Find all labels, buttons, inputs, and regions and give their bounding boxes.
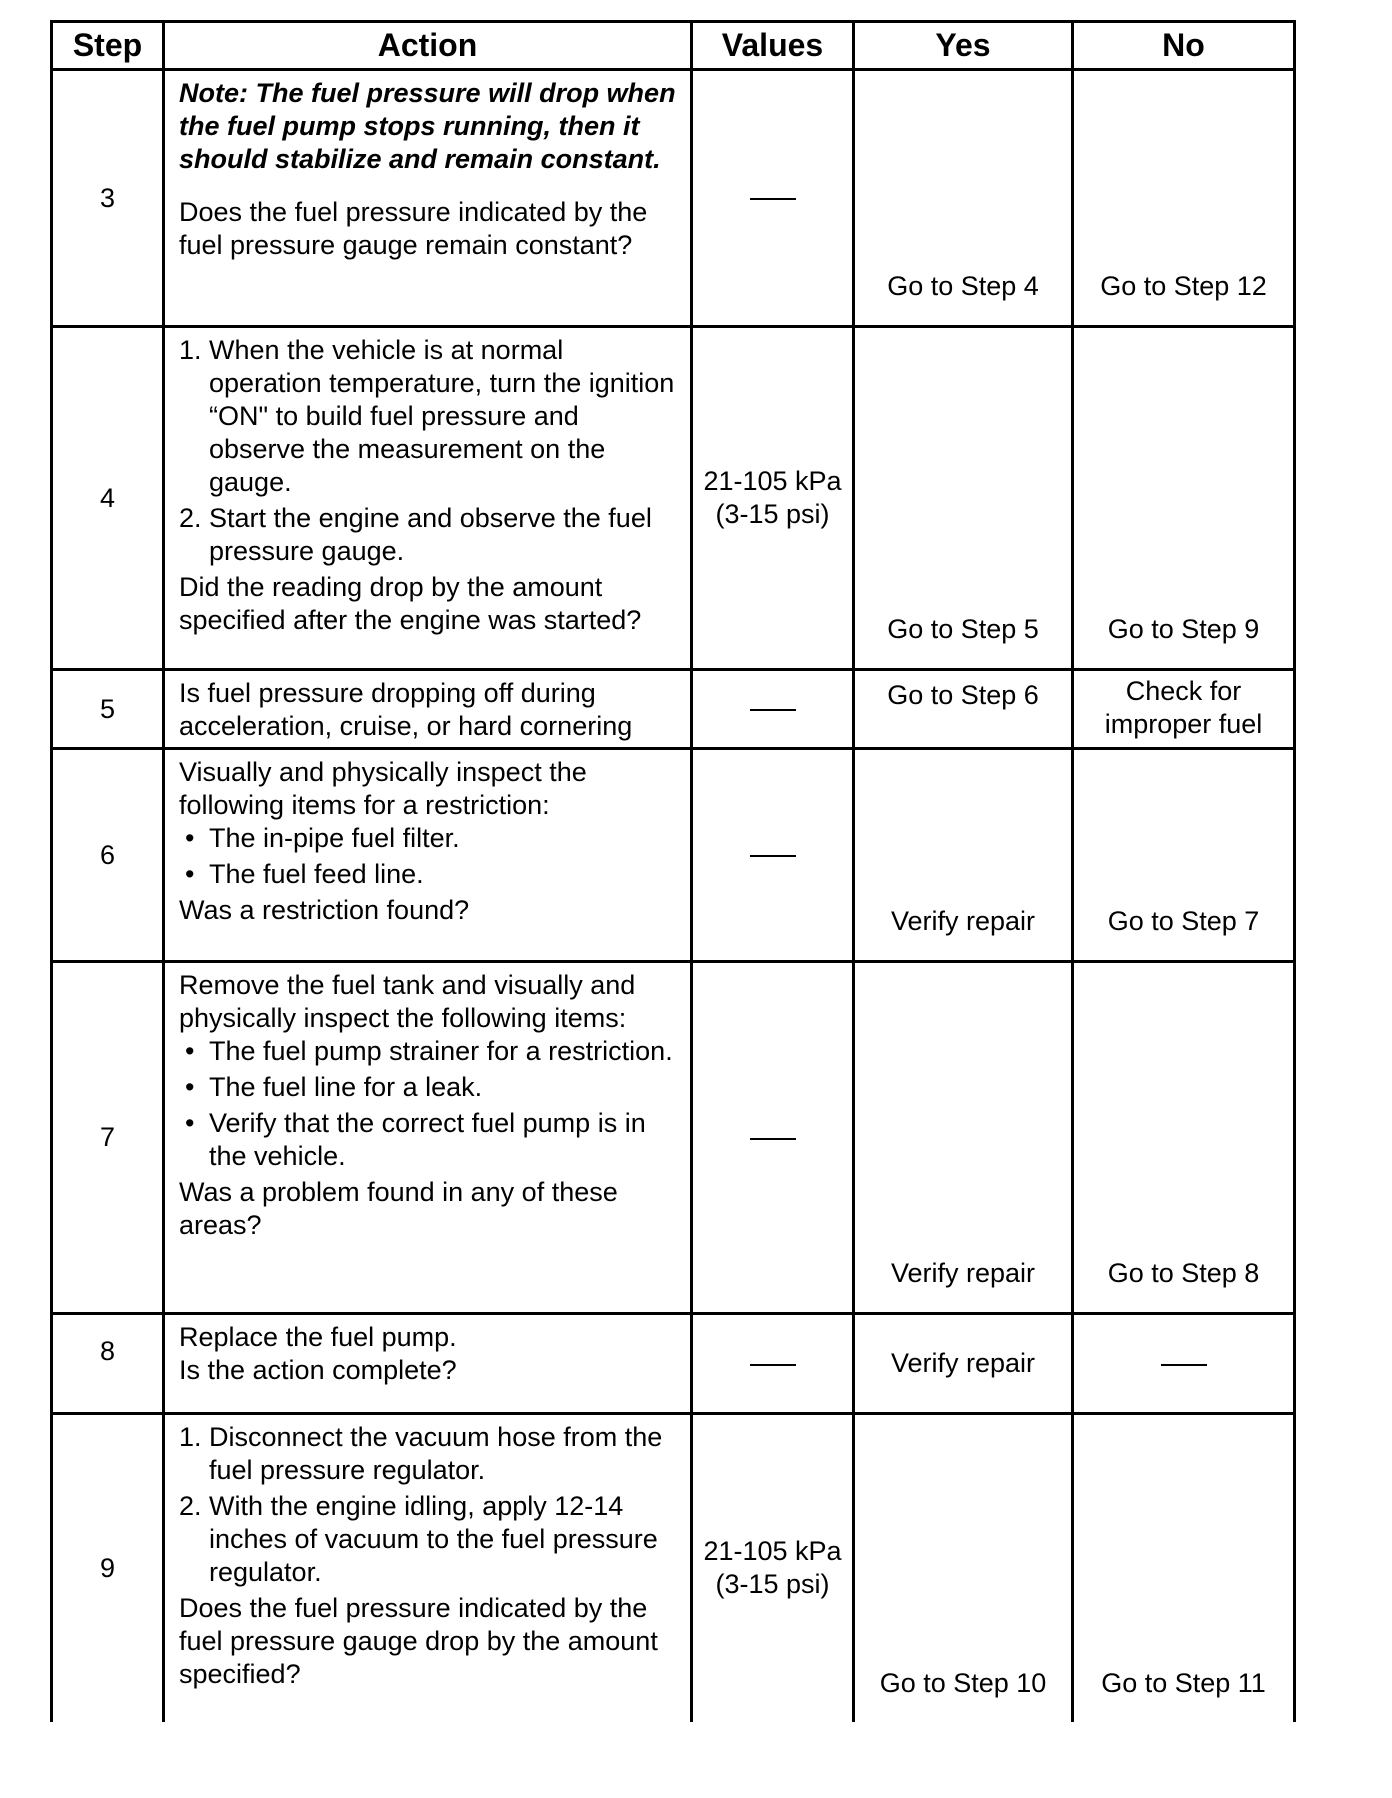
header-action: Action — [164, 22, 692, 70]
action-question: Is fuel pressure dropping off during acceleration, cruise, or hard cornering — [179, 678, 633, 741]
values-cell: 21-105 kPa (3-15 psi) — [692, 1414, 854, 1722]
bullet-item: • The in-pipe fuel filter. — [185, 823, 460, 853]
yes-cell: Verify repair — [854, 1314, 1073, 1414]
numbered-item: 1. When the vehicle is at normal operation temperature, turn the ignition “ON" to build fuel pressure and observe the measurement on the gauge. — [179, 335, 675, 497]
action-cell — [164, 1314, 692, 1414]
step-number: 9 — [52, 1414, 164, 1722]
action-question: Is the action complete? — [179, 1355, 457, 1385]
yes-cell: Go to Step 6 — [854, 670, 1073, 749]
action-question: Did the reading drop by the amount specified after the engine was started? — [179, 572, 642, 635]
action-cell — [164, 1414, 692, 1722]
yes-cell: Go to Step 10 — [854, 1414, 1073, 1722]
action-intro: Replace the fuel pump. — [179, 1322, 457, 1352]
bullet-item: • The fuel feed line. — [185, 859, 424, 889]
values-cell — [692, 670, 854, 749]
step-number: 7 — [52, 962, 164, 1314]
header-yes: Yes — [854, 22, 1073, 70]
action-question: Was a restriction found? — [179, 895, 470, 925]
no-cell: Go to Step 8 — [1073, 962, 1295, 1314]
header-step: Step — [52, 22, 164, 70]
table-header-row — [52, 22, 1295, 70]
header-no: No — [1073, 22, 1295, 70]
dash-mark — [750, 198, 796, 200]
table-row-step-8 — [52, 1314, 1295, 1414]
yes-cell: Verify repair — [854, 962, 1073, 1314]
step-number: 3 — [52, 70, 164, 327]
dash-mark — [750, 855, 796, 857]
no-cell: Go to Step 12 — [1073, 70, 1295, 327]
values-cell — [692, 70, 854, 327]
table-row-step-9 — [52, 1414, 1295, 1722]
diagnostic-table — [50, 20, 1296, 1722]
values-cell: 21-105 kPa (3-15 psi) — [692, 327, 854, 670]
numbered-item: 1. Disconnect the vacuum hose from the fuel pressure regulator. — [179, 1422, 663, 1485]
dash-mark — [750, 1364, 796, 1366]
action-intro: Visually and physically inspect the following items for a restriction: — [179, 757, 587, 820]
table-row-step-5 — [52, 670, 1295, 749]
yes-cell: Go to Step 4 — [854, 70, 1073, 327]
action-cell — [164, 70, 692, 327]
no-cell: Go to Step 7 — [1073, 749, 1295, 962]
bullet-item: • Verify that the correct fuel pump is in the vehicle. — [185, 1108, 646, 1171]
no-cell: Go to Step 9 — [1073, 327, 1295, 670]
action-question: Does the fuel pressure indicated by the fuel pressure gauge drop by the amount specified? — [179, 1593, 658, 1689]
step-number: 4 — [52, 327, 164, 670]
header-values: Values — [692, 22, 854, 70]
dash-mark — [1161, 1364, 1207, 1366]
values-cell — [692, 962, 854, 1314]
action-intro: Remove the fuel tank and visually and physically inspect the following items: — [179, 970, 636, 1033]
table-row-step-3 — [52, 70, 1295, 327]
table-row-step-4 — [52, 327, 1295, 670]
action-cell — [164, 962, 692, 1314]
numbered-item: 2. With the engine idling, apply 12-14 inches of vacuum to the fuel pressure regulator. — [179, 1491, 658, 1587]
dash-mark — [750, 709, 796, 711]
no-cell: Go to Step 11 — [1073, 1414, 1295, 1722]
step-number: 6 — [52, 749, 164, 962]
action-cell — [164, 670, 692, 749]
step-number: 5 — [52, 670, 164, 749]
no-cell: Check for improper fuel — [1073, 670, 1295, 749]
values-cell — [692, 749, 854, 962]
note-text: Note: The fuel pressure will drop when the fuel pump stops running, then it should stabilize and remain constant. — [179, 78, 676, 174]
action-question: Does the fuel pressure indicated by the fuel pressure gauge remain constant? — [179, 197, 648, 260]
bullet-item: • The fuel line for a leak. — [185, 1072, 483, 1102]
action-cell — [164, 749, 692, 962]
dash-mark — [750, 1138, 796, 1140]
step-number: 8 — [52, 1314, 164, 1414]
action-question: Was a problem found in any of these areas? — [179, 1177, 618, 1240]
action-cell — [164, 327, 692, 670]
table-row-step-6 — [52, 749, 1295, 962]
table-row-step-7 — [52, 962, 1295, 1314]
no-cell — [1073, 1314, 1295, 1414]
yes-cell: Go to Step 5 — [854, 327, 1073, 670]
bullet-item: • The fuel pump strainer for a restriction. — [185, 1036, 673, 1066]
values-cell — [692, 1314, 854, 1414]
yes-cell: Verify repair — [854, 749, 1073, 962]
numbered-item: 2. Start the engine and observe the fuel pressure gauge. — [179, 503, 652, 566]
